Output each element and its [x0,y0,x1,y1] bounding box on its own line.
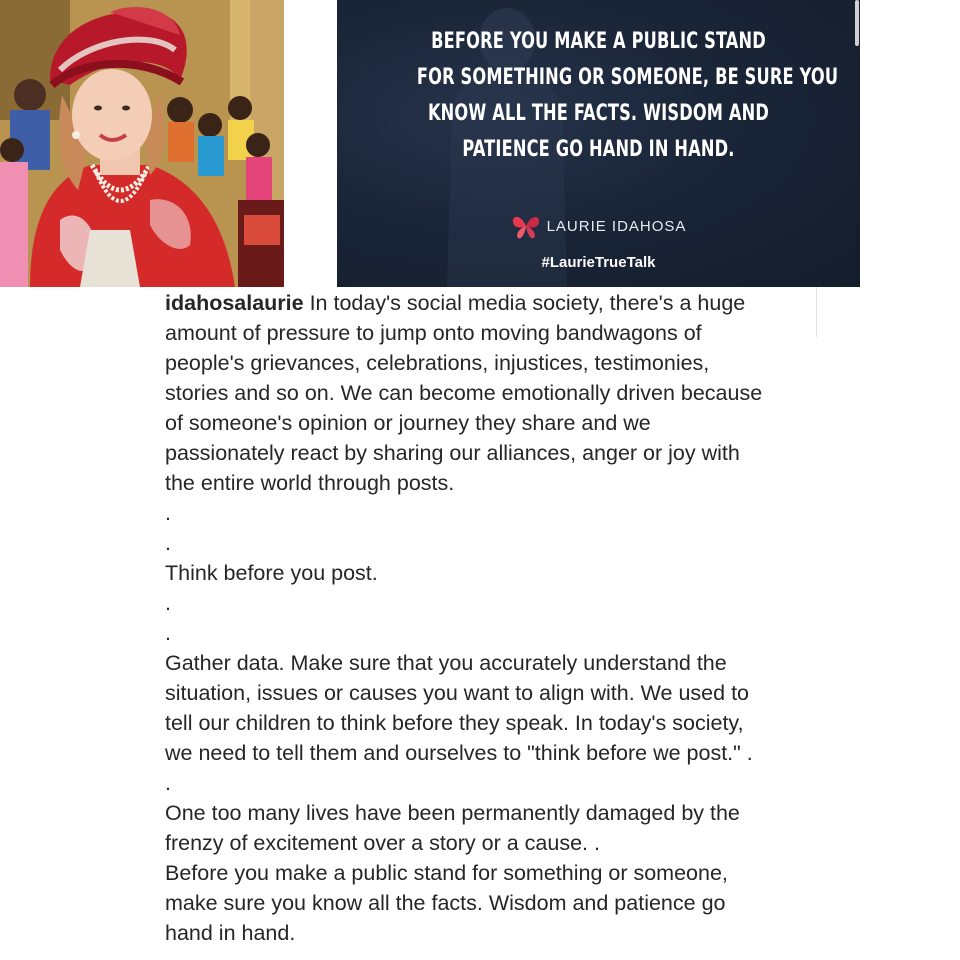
hashtag[interactable]: #LaurieTrueTalk [541,254,656,271]
caption-line: frenzy of excitement over a story or a cause. . [165,831,600,855]
caption-line: . [165,591,171,615]
caption-line: Before you make a public stand for something or someone, [165,861,728,885]
caption-line: situation, issues or causes you want to align with. We used to [165,681,749,705]
scrollbar-thumb[interactable] [855,0,859,46]
caption-text: In today's social media society, there's a huge [303,291,746,315]
caption-line: stories and so on. We can become emotionally driven because [165,381,763,405]
caption-first-line [165,288,815,318]
caption-line: of someone's opinion or journey they share and we [165,411,651,435]
portrait-illustration [0,0,284,287]
username-link[interactable]: idahosalaurie [165,291,304,315]
brand-name: LAURIE IDAHOSA [546,217,687,235]
caption-line: we need to tell them and ourselves to "think before we post." . [165,741,753,765]
caption-line: Gather data. Make sure that you accurately understand the [165,651,727,675]
divider [816,287,817,337]
caption-line: One too many lives have been permanently damaged by the [165,801,740,825]
portrait-photo [0,0,284,287]
caption-line: amount of pressure to jump onto moving bandwagons of [165,321,702,345]
quote-text [416,24,839,168]
caption-line: make sure you know all the facts. Wisdom and patience go [165,891,726,915]
quote-card [337,0,860,287]
butterfly-logo-icon [511,212,541,240]
caption-line: the entire world through posts. [165,471,455,495]
caption-line: passionately react by sharing our alliances, anger or joy with [165,441,740,465]
caption-line: Think before you post. [165,561,378,585]
caption-line: hand in hand. [165,921,296,945]
caption-line: people's grievances, celebrations, injustices, testimonies, [165,351,710,375]
caption-line: . [165,531,171,555]
caption-line: tell our children to think before they speak. In today's society, [165,711,744,735]
quote-line: FOR SOMETHING OR SOMEONE, BE SURE YOU [416,65,839,90]
brand-signature [337,212,860,240]
caption-line: . [165,501,171,525]
caption-line: . [165,771,171,795]
caption-line: . [165,621,171,645]
quote-line: BEFORE YOU MAKE A PUBLIC STAND [431,29,766,54]
quote-line: PATIENCE GO HAND IN HAND. [462,137,735,162]
post-caption [165,288,815,948]
quote-line: KNOW ALL THE FACTS. WISDOM AND [427,101,770,126]
